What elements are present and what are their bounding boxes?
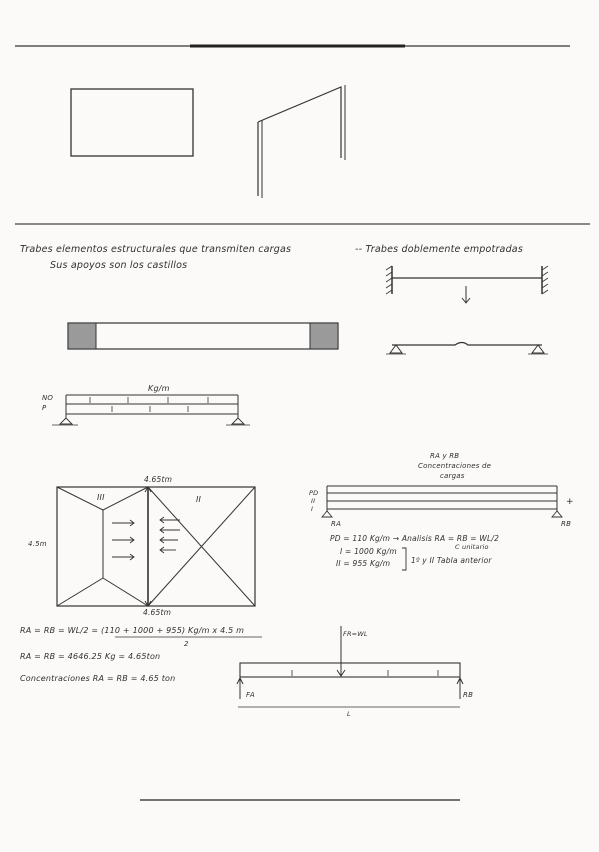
calc-line-3: Concentraciones RA = RB = 4.65 ton — [20, 674, 176, 683]
calc-line-2: RA = RB = 4646.25 Kg = 4.65ton — [20, 652, 161, 661]
reactions-title-2: Concentraciones de — [418, 462, 492, 470]
reactions-line-1: PD = 110 Kg/m → Analisis RA = RB = WL/2 — [330, 534, 500, 543]
final-beam-diagram — [237, 626, 473, 718]
reactions-left-sub-1: II — [311, 497, 316, 505]
area-label-right: II — [196, 495, 202, 504]
simple-beam-sketch — [386, 343, 548, 355]
reactions-title-1: RA y RB — [430, 452, 460, 460]
reactions-title-3: cargas — [440, 472, 465, 480]
reactions-line-2: I = 1000 Kg/m — [340, 547, 397, 556]
reactions-beam-diagram — [309, 452, 574, 528]
calc-line-1: RA = RB = WL/2 = (110 + 1000 + 955) Kg/m x 4.5 m — [20, 626, 245, 635]
tributary-top-value: 4.65tm — [144, 475, 173, 484]
reactions-left-label: PD — [309, 489, 319, 497]
tributary-area-diagram — [28, 475, 255, 617]
reactions-plus: + — [566, 497, 574, 507]
load-unit-label: Kg/m — [148, 384, 170, 393]
load-side-label-2: P — [42, 404, 47, 412]
distributed-load-diagram — [42, 384, 250, 425]
reactions-line-3: II = 955 Kg/m — [336, 559, 391, 568]
area-label-left: III — [97, 493, 105, 502]
reactions-left-sub-2: I — [311, 505, 314, 513]
intro-line-1: Trabes elementos estructurales que transmiten cargas — [20, 244, 292, 255]
reactions-bracket-note: 1º y II Tabla anterior — [411, 556, 492, 565]
final-fa-label: FA — [246, 691, 255, 699]
calc-line-1-denominator: 2 — [184, 640, 189, 648]
tributary-bottom-value: 4.65tm — [143, 608, 172, 617]
fixed-beam-sketch — [386, 266, 548, 303]
tributary-side-dim: 4.5m — [28, 540, 47, 548]
reactions-line-1b: C unitario — [455, 543, 489, 551]
beam-between-columns — [68, 323, 338, 349]
fixed-beams-title: -- Trabes doblemente empotradas — [355, 244, 523, 255]
reactions-bracket — [402, 548, 406, 570]
slab-rectangle-sketch — [71, 89, 193, 156]
final-load-label: FR=WL — [343, 630, 368, 638]
reaction-rb-label: RB — [561, 520, 572, 528]
final-rb-label: RB — [463, 691, 474, 699]
intro-line-2: Sus apoyos son los castillos — [50, 260, 188, 271]
final-span-label: L — [347, 710, 351, 718]
load-side-label-1: NO — [42, 394, 54, 402]
reaction-ra-label: RA — [331, 520, 342, 528]
wall-perspective-sketch — [258, 85, 345, 198]
